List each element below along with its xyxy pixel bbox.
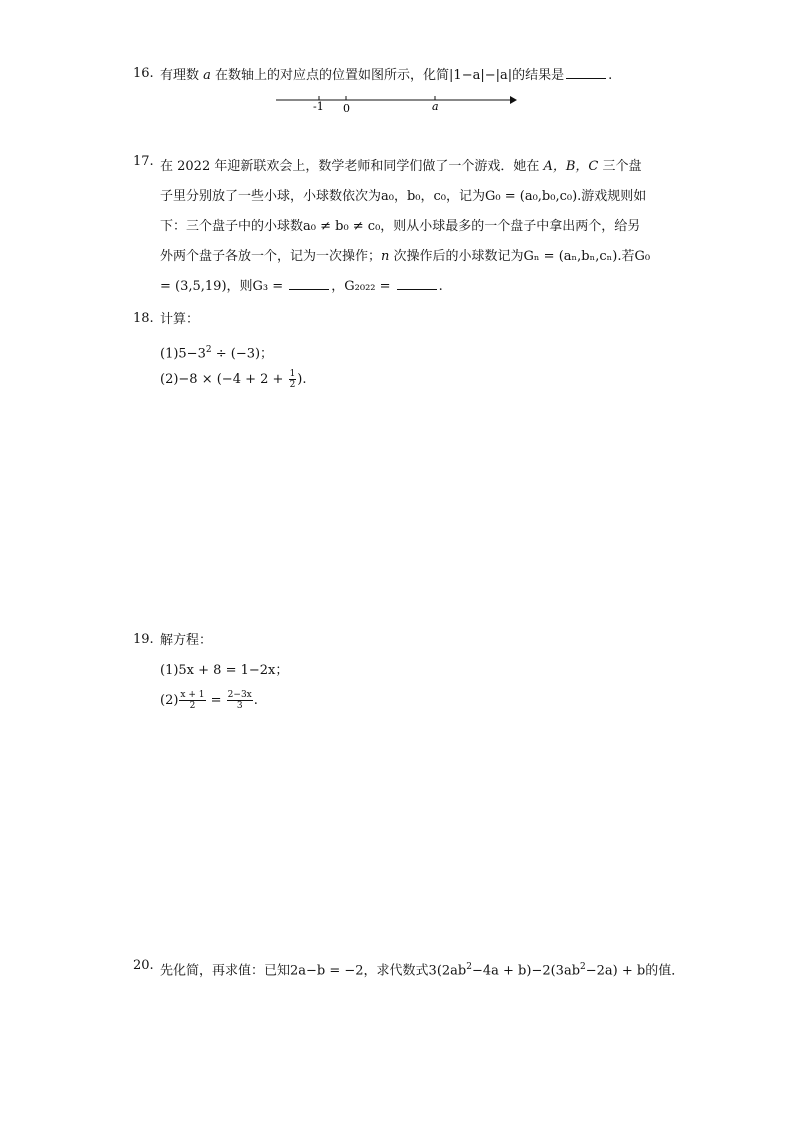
exponent: 2 (466, 962, 472, 972)
question-text: 在 2022 年迎新联欢会上，数学老师和同学们做了一个游戏．她在 (160, 159, 544, 174)
expression: (2)−8 × (−4 + 2 + (160, 372, 288, 387)
numerator: 2−3x (227, 690, 252, 700)
exponent: 2 (580, 962, 586, 972)
question-19 (133, 626, 673, 716)
variable-a: a (203, 68, 211, 83)
question-text: 次操作后的小球数记为Gₙ = (aₙ,bₙ,cₙ).若G₀ (389, 249, 651, 264)
period: . (608, 68, 613, 83)
question-number: 19. (133, 632, 154, 647)
arrow-head-icon (510, 96, 517, 104)
fraction-left (179, 690, 205, 711)
variable-n: n (381, 249, 390, 264)
question-text: ，G₂₀₂₂ = (331, 279, 395, 294)
question-text: −2a) + b的值． (585, 963, 685, 979)
equals: = (206, 693, 226, 708)
question-number: 20. (133, 958, 154, 973)
question-text: 先化简，再求值：已知2a−b = −2，求代数式3(2ab (160, 963, 467, 979)
question-text: 在数轴上的对应点的位置如图所示，化简|1−a|−|a|的结果是 (210, 68, 565, 83)
fraction (289, 369, 297, 390)
question-number: 17. (133, 154, 154, 169)
question-20 (133, 952, 685, 982)
question-line: 下：三个盘子中的小球数a₀ ≠ b₀ ≠ c₀，则从小球最多的一个盘子中拿出两个，给另 (160, 219, 641, 234)
expression: (1)5−3 (160, 346, 206, 362)
numerator: x + 1 (180, 690, 205, 700)
denominator: 2 (289, 380, 296, 390)
question-text: 有理数 (160, 68, 204, 83)
label: (2) (160, 693, 179, 708)
denominator: 3 (236, 701, 243, 711)
tick-label-a: a (432, 100, 439, 113)
question-line (160, 272, 673, 302)
expression: ÷ (−3)； (211, 346, 274, 362)
exponent: 2 (205, 345, 212, 355)
period: . (253, 693, 258, 708)
answer-blank-g2022[interactable] (397, 277, 437, 290)
sub-question-2 (160, 365, 673, 395)
answer-blank-g3[interactable] (289, 277, 329, 290)
question-line (160, 242, 673, 272)
fraction-right (227, 690, 253, 711)
answer-blank[interactable] (566, 66, 606, 79)
sub-question-2 (160, 686, 673, 716)
question-17 (133, 152, 673, 302)
question-text: −4a + b)−2(3ab (471, 963, 581, 979)
question-line (160, 152, 673, 182)
question-16 (133, 66, 673, 86)
sub-question-1 (160, 335, 673, 365)
tick-label-zero: 0 (343, 102, 350, 115)
sub-question-1: (1)5x + 8 = 1−2x； (160, 663, 289, 678)
variables-abc: A，B，C (543, 159, 599, 174)
denominator: 2 (189, 701, 196, 711)
question-18 (133, 305, 673, 395)
question-text: 三个盘 (598, 159, 642, 174)
numerator: 1 (289, 369, 296, 379)
question-title: 解方程： (160, 633, 213, 648)
number-line-figure (270, 90, 530, 120)
period: . (438, 279, 443, 294)
question-line (160, 952, 685, 982)
question-text: 外两个盘子各放一个，记为一次操作； (160, 249, 382, 264)
question-text: = (3,5,19)，则G₃ = (160, 279, 288, 294)
question-line: 子里分别放了一些小球，小球数依次为a₀，b₀，c₀，记为G₀ = (a₀,b₀,c₀).游戏规则如 (160, 189, 647, 204)
question-number: 18. (133, 311, 154, 326)
question-title: 计算： (160, 312, 200, 327)
expression: ). (297, 372, 307, 387)
tick-label-minus-one: -1 (313, 100, 324, 113)
question-number: 16. (133, 66, 154, 81)
